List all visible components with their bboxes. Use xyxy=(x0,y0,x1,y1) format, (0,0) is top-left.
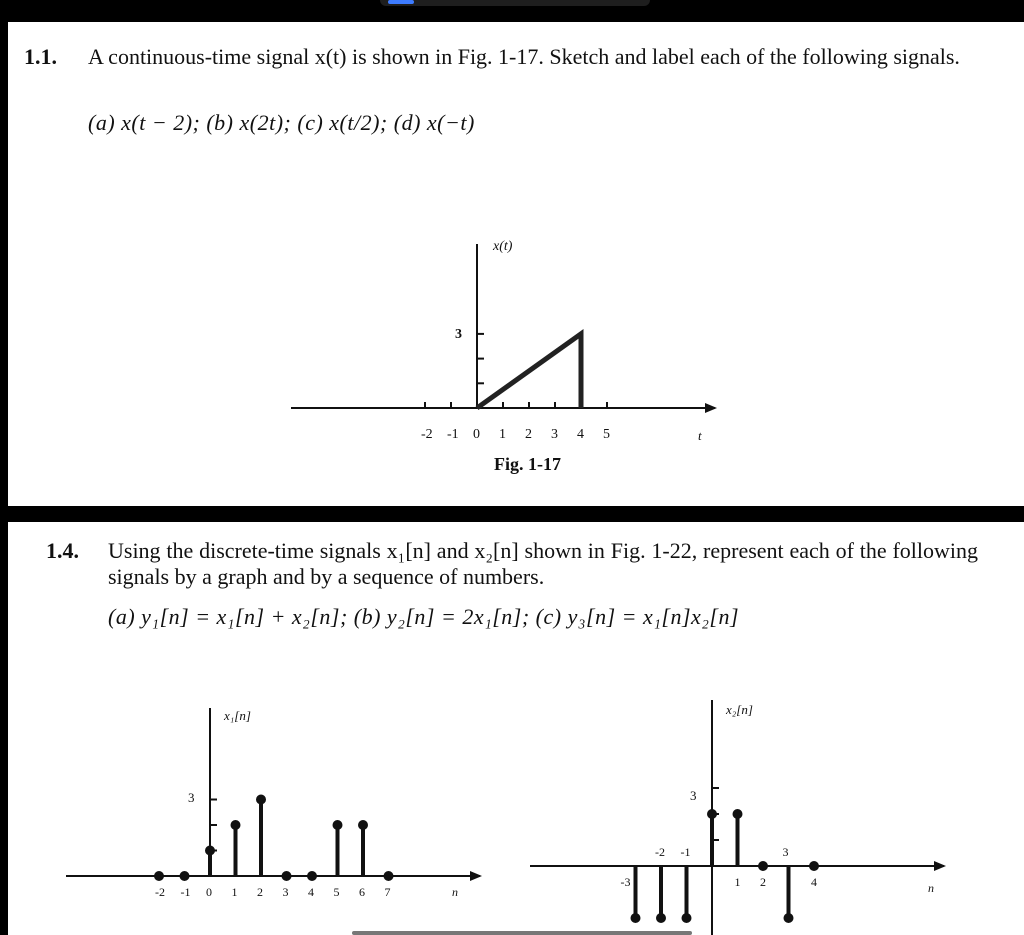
x2-stem-dot xyxy=(707,809,717,819)
x1-y-tick-3: 3 xyxy=(188,790,195,805)
x2-n-tick-label: -3 xyxy=(620,875,631,889)
x1-n-tick-label: 6 xyxy=(359,885,365,899)
problem-1-1-panel xyxy=(8,22,1024,506)
t-tick-label: 5 xyxy=(603,427,610,442)
problem-parts: (a) y₁[n] = x₁[n] + x₂[n]; (b) y₂[n] = 2x₁[n]; (c) y₃[n] = x₁[n]x₂[n] xyxy=(108,604,740,629)
t-tick-label: -1 xyxy=(447,427,459,442)
x2-n-tick-label: -1 xyxy=(680,845,691,859)
x2-n-tick-label: -2 xyxy=(655,845,665,859)
x1-stem-dot xyxy=(231,820,241,830)
plot-x2 xyxy=(530,700,944,935)
x2-n-tick-label: 3 xyxy=(782,845,789,859)
x1-stem-dot xyxy=(205,846,215,856)
x1-n-tick-label: 7 xyxy=(384,885,391,899)
x2-n-label: n xyxy=(928,881,934,895)
x2-stem-dot xyxy=(631,913,641,923)
problem-1-4-panel xyxy=(8,522,1024,935)
figure-caption: Fig. 1-17 xyxy=(494,454,561,474)
x1-stem-dot xyxy=(307,871,317,881)
t-tick-label: 0 xyxy=(473,427,480,442)
x2-n-tick-label: 4 xyxy=(811,875,817,889)
x2-stem-dot xyxy=(809,861,819,871)
t-axis-label: t xyxy=(698,428,702,443)
t-tick-label: 3 xyxy=(551,427,558,442)
problem-statement: A continuous-time signal x(t) is shown in Fig. 1-17. Sketch and label each of the following signals. xyxy=(88,44,960,69)
x1-stem-dot xyxy=(154,871,164,881)
top-bar xyxy=(0,0,1024,22)
figure-1-22 xyxy=(8,522,1024,935)
problem-statement: Using the discrete-time signals x₁[n] and x₂[n] shown in Fig. 1-22, represent each of the following signals by a graph and by a sequence of numbers. xyxy=(108,538,978,589)
x1-n-tick-label: 5 xyxy=(333,885,340,899)
problem-parts: (a) x(t − 2); (b) x(2t); (c) x(t/2); (d) x(−t) xyxy=(88,110,475,135)
y-tick-label-3: 3 xyxy=(455,327,462,342)
x1-n-tick-label: 0 xyxy=(206,885,212,899)
x1-n-label: n xyxy=(452,885,458,899)
problem-number: 1.1. xyxy=(24,44,57,69)
x2-n-tick-label: 1 xyxy=(734,875,741,889)
x2-stem-dot xyxy=(682,913,692,923)
x1-n-tick-label: 2 xyxy=(257,885,263,899)
x1-n-tick-label: 1 xyxy=(231,885,238,899)
problem-number: 1.4. xyxy=(46,538,79,563)
x1-n-tick-label: -1 xyxy=(180,885,191,899)
home-indicator[interactable] xyxy=(352,931,692,935)
x1-n-tick-label: -2 xyxy=(155,885,165,899)
x1-stem-dot xyxy=(333,820,343,830)
x2-stem-dot xyxy=(784,913,794,923)
x1-stem-dot xyxy=(282,871,292,881)
t-tick-label: 4 xyxy=(577,427,584,442)
x2-stem-dot xyxy=(733,809,743,819)
t-tick-label: -2 xyxy=(421,427,433,442)
figure-1-17 xyxy=(8,22,1024,506)
x2-y-label: x₂[n] xyxy=(726,702,753,717)
x1-n-tick-label: 4 xyxy=(308,885,314,899)
x1-stem-dot xyxy=(384,871,394,881)
t-tick-label: 2 xyxy=(525,427,532,442)
x2-stem-dot xyxy=(656,913,666,923)
plot-x1 xyxy=(66,708,480,899)
active-tab-indicator xyxy=(388,0,414,4)
x1-y-label: x₁[n] xyxy=(224,708,251,723)
y-axis-label: x(t) xyxy=(493,239,513,254)
tab-strip[interactable] xyxy=(380,0,650,6)
x1-stem-dot xyxy=(256,795,266,805)
signal-x-t xyxy=(477,334,581,408)
x2-n-tick-label: 2 xyxy=(760,875,766,889)
x2-y-tick-3: 3 xyxy=(690,788,697,803)
x1-n-tick-label: 3 xyxy=(282,885,289,899)
x1-stem-dot xyxy=(358,820,368,830)
x1-stem-dot xyxy=(180,871,190,881)
x2-stem-dot xyxy=(758,861,768,871)
t-tick-label: 1 xyxy=(499,427,506,442)
